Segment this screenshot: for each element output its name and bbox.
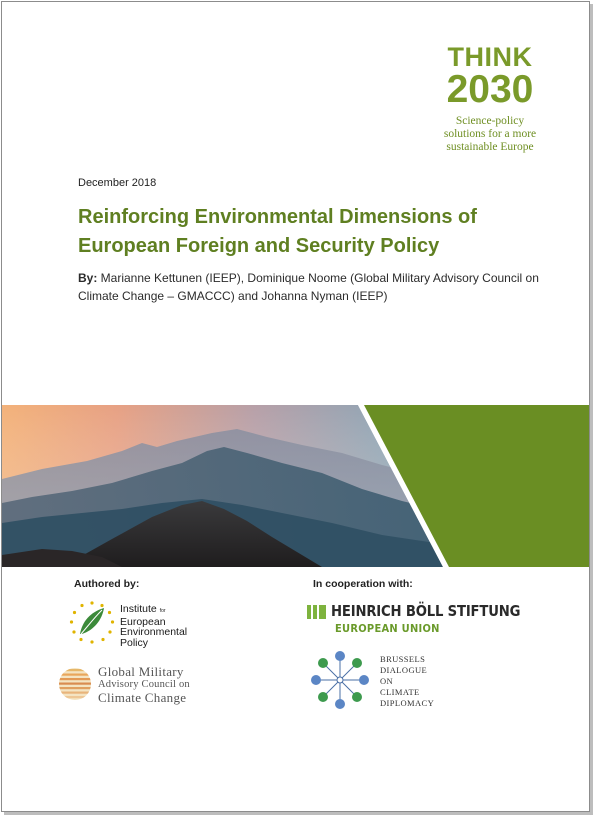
document-title [78,203,538,261]
cover-banner [2,405,589,567]
tagline-line: solutions for a more [443,128,537,140]
gmaccc-logo-text [98,665,190,704]
think2030-logo [430,44,550,154]
think-logo-word: THINK [447,42,533,72]
bdcd-line: ON [380,676,394,686]
bdcd-line: BRUSSELS [380,654,426,664]
ieep-line: Institute [120,603,157,615]
bdcd-logo [308,649,458,711]
bdcd-logo-text [380,654,434,709]
bdcd-line: CLIMATE [380,687,420,697]
ieep-logo [66,600,216,648]
ieep-for: for [159,608,166,614]
ieep-line: European [120,615,166,628]
ieep-line: Environmental [120,626,188,638]
author-list [78,269,548,305]
bdcd-line: DIALOGUE [380,665,428,675]
ieep-logo-text [120,604,187,648]
banner-graphic [2,405,589,567]
think-logo-year: 2030 [446,68,534,111]
hbs-bars-icon [307,605,327,619]
gmaccc-logo [58,664,218,704]
gmaccc-line: Global Military [98,664,184,679]
think-logo-tagline [430,115,550,154]
title-line: European Foreign and Security Policy [78,235,440,257]
ieep-line: Policy [120,636,149,649]
hbs-subtitle: EUROPEAN UNION [335,622,440,635]
tagline-line: Science-policy [455,115,525,127]
bdcd-network-icon [308,649,372,711]
gmaccc-sun-icon [58,667,92,701]
tagline-line: sustainable Europe [446,141,534,153]
title-line: Reinforcing Environmental Dimensions of [78,206,477,228]
authored-by-label: Authored by: [74,578,140,590]
gmaccc-line: Advisory Council on [98,679,190,690]
publication-date: December 2018 [78,177,157,189]
authors-names: Marianne Kettunen (IEEP), Dominique Noome (Global Military Advisory Council on Climate Change – GMACCC) and Johanna Nyman (IEEP) [78,271,539,303]
document-page [1,1,590,812]
heinrich-boll-logo [307,602,521,639]
cooperation-label: In cooperation with: [313,578,413,590]
authors-prefix: By: [78,271,98,285]
hbs-name: HEINRICH BÖLL STIFTUNG [331,602,521,620]
ieep-emblem-icon [66,600,118,648]
gmaccc-line: Climate Change [98,690,187,705]
bdcd-line: DIPLOMACY [380,698,435,708]
